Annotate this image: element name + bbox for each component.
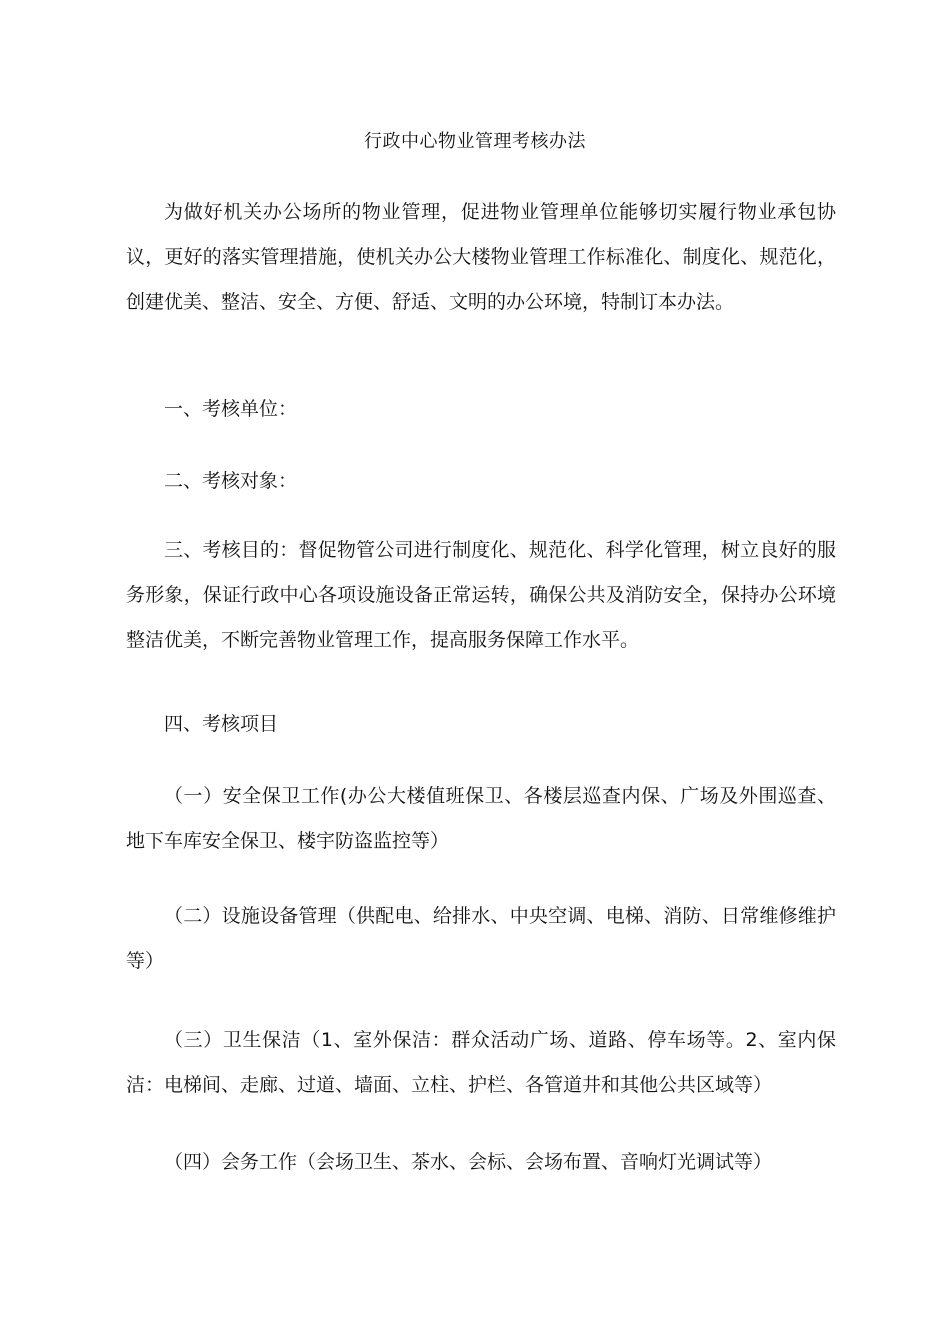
list-item: （一）安全保卫工作(办公大楼值班保卫、各楼层巡查内保、广场及外围巡查、地下车库安全保卫、楼宇防盗监控等） xyxy=(126,785,836,852)
section-heading-assessment-items: 四、考核项目 xyxy=(164,713,279,735)
list-item: （三）卫生保洁（1、室外保洁：群众活动广场、道路、停车场等。2、室内保洁：电梯间、走廊、过道、墙面、立柱、护栏、各管道井和其他公共区域等） xyxy=(126,1029,836,1096)
list-item: （二）设施设备管理（供配电、给排水、中央空调、电梯、消防、日常维修维护等） xyxy=(126,905,836,972)
section-heading-assessment-target: 二、考核对象： xyxy=(164,470,298,492)
section-paragraph-assessment-purpose: 三、考核目的：督促物管公司进行制度化、规范化、科学化管理，树立良好的服务形象，保证行政中心各项设施设备正常运转，确保公共及消防安全，保持办公环境整洁优美，不断完善物业管理工作，提高服务保障工作水平。 xyxy=(126,539,836,651)
intro-paragraph: 为做好机关办公场所的物业管理，促进物业管理单位能够切实履行物业承包协议，更好的落实管理措施，使机关办公大楼物业管理工作标准化、制度化、规范化，创建优美、整洁、安全、方便、舒适、文明的办公环境，特制订本办法。 xyxy=(126,201,836,313)
list-item: （四）会务工作（会场卫生、茶水、会标、会场布置、音响灯光调试等） xyxy=(164,1151,773,1173)
section-heading-assessment-unit: 一、考核单位： xyxy=(164,398,298,420)
document-title: 行政中心物业管理考核办法 xyxy=(364,131,586,152)
